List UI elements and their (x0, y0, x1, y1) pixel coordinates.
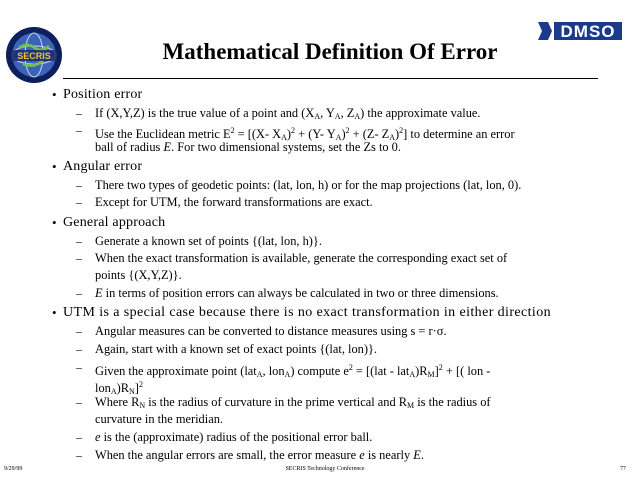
title-divider (63, 78, 598, 79)
list-item-continuation: $lon_A)R_N]^2$ (95, 380, 143, 396)
dash-icon: – (76, 430, 82, 444)
bullet-icon: • (52, 87, 57, 102)
dash-icon: – (76, 286, 82, 300)
list-item: Use the Euclidean metric $E^2 = [(X-$ $X_A)^2 + (Y-$ $Y_A)^2 + (Z-$ $Z_A)^2$] to determine an error (95, 126, 515, 142)
dash-icon: – (76, 360, 82, 374)
list-item: Again, start with a known set of exact points {(lat, lon)}. (95, 342, 378, 356)
bullet-icon: • (52, 215, 57, 230)
list-item: Generate a known set of points {(lat, lon, h)}. (95, 234, 322, 248)
dash-icon: – (76, 395, 82, 409)
dash-icon: – (76, 234, 82, 248)
footer-conference: SECRIS Technology Conference (285, 466, 365, 472)
list-item: There two types of geodetic points: (lat, lon, h) or for the map projections (lat, lon, 0). (95, 178, 522, 192)
list-item: When the angular errors are small, the error measure e is nearly E. (95, 448, 424, 462)
list-item-continuation: points {(X,Y,Z)}. (95, 268, 182, 282)
list-item: When the exact transformation is available, generate the corresponding exact set of (95, 251, 508, 265)
section-heading-utm: UTM is a special case because there is no exact transformation in either direction (63, 305, 552, 320)
footer-page-number: 77 (620, 466, 626, 472)
list-item: If (X,Y,Z) is the true value of a point and ($X_A$, $Y_A$, $Z_A$) the approximate value. (95, 106, 481, 121)
dash-icon: – (76, 324, 82, 338)
dash-icon: – (76, 448, 82, 462)
dash-icon: – (76, 178, 82, 192)
dash-icon: – (76, 195, 82, 209)
list-item: e is the (approximate) radius of the positional error ball. (95, 430, 373, 444)
list-item: Angular measures can be converted to distance measures using s = r·σ. (95, 324, 447, 338)
slide-title: Mathematical Definition Of Error (162, 39, 498, 64)
section-heading-general-approach: General approach (63, 215, 166, 230)
list-item: E in terms of position errors can always be calculated in two or three dimensions. (95, 286, 499, 300)
list-item-continuation: ball of radius E. For two dimensional systems, set the Zs to 0. (95, 140, 401, 154)
dash-icon: – (76, 106, 82, 120)
dmso-logo-text: DMSO (560, 22, 616, 41)
secris-logo-text: SECRIS (17, 51, 51, 61)
dash-icon: – (76, 342, 82, 356)
section-heading-angular-error: Angular error (63, 159, 143, 174)
list-item: Where $R_N$ is the radius of curvature in the prime vertical and $R_M$ is the radius of (95, 395, 491, 410)
section-heading-position-error: Position error (63, 87, 143, 102)
footer-date: 9/29/99 (4, 466, 23, 472)
secris-logo (5, 26, 63, 84)
list-item: Given the approximate point (lat$_A$, lon$_A$) compute $e^2 = [(lat - lat_A)R_M]^2$ + [( lon - (95, 363, 491, 379)
dash-icon: – (76, 123, 82, 137)
bullet-icon: • (52, 305, 57, 320)
list-item-continuation: curvature in the meridian. (95, 412, 223, 426)
bullet-icon: • (52, 159, 57, 174)
dash-icon: – (76, 251, 82, 265)
list-item: Except for UTM, the forward transformations are exact. (95, 195, 373, 209)
